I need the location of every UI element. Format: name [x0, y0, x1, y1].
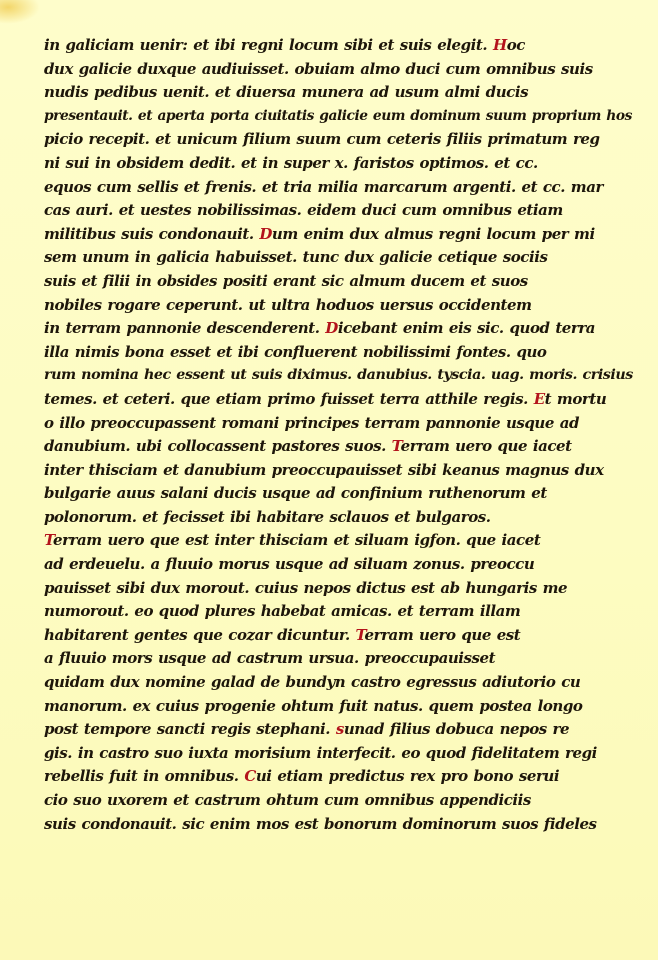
rubricated-initial: T	[355, 625, 365, 644]
line-text: ni sui in obsidem dedit. et in super x. faristos optimos. et cc.	[44, 153, 538, 172]
manuscript-line	[44, 294, 634, 318]
rubricated-initial: D	[325, 319, 338, 338]
line-text: danubium. ubi collocassent pastores suos.	[44, 437, 392, 456]
manuscript-line	[44, 624, 634, 648]
line-text: manorum. ex cuius progenie ohtum fuit natus. quem postea longo	[44, 696, 583, 715]
line-text: suis condonauit. sic enim mos est bonorum dominorum suos fideles	[44, 814, 597, 833]
line-text: erram uero que est inter thisciam et siluam igfon. que iacet	[53, 531, 541, 550]
manuscript-line	[44, 388, 634, 412]
manuscript-line	[44, 199, 634, 223]
manuscript-line	[44, 128, 634, 152]
parchment-stain	[0, 0, 40, 24]
line-text: erram uero que iacet	[400, 437, 572, 456]
line-text: oc	[506, 36, 525, 54]
manuscript-line	[44, 742, 634, 766]
manuscript-line	[44, 364, 634, 388]
manuscript-line	[44, 671, 634, 695]
manuscript-line	[44, 600, 634, 624]
line-text: in terram pannonie descenderent.	[44, 319, 326, 338]
manuscript-line	[44, 765, 634, 789]
line-text: equos cum sellis et frenis. et tria milia marcarum argenti. et cc. mar	[44, 177, 603, 196]
manuscript-line	[44, 553, 634, 577]
line-text: quidam dux nomine galad de bundyn castro egressus adiutorio cu	[44, 673, 581, 692]
line-text: post tempore sancti regis stephani.	[44, 720, 336, 739]
manuscript-line	[44, 223, 634, 247]
manuscript-line	[44, 529, 634, 553]
manuscript-line	[44, 152, 634, 176]
manuscript-line	[44, 317, 634, 341]
line-text: militibus suis condonauit.	[44, 224, 260, 243]
manuscript-line	[44, 718, 634, 742]
manuscript-line	[44, 176, 634, 200]
manuscript-line	[44, 81, 634, 105]
manuscript-text-block	[44, 34, 634, 836]
rubricated-initial: T	[44, 531, 53, 550]
line-text: cas auri. et uestes nobilissimas. eidem duci cum omnibus etiam	[44, 201, 563, 220]
manuscript-line	[44, 341, 634, 365]
line-text: in galiciam uenir: et ibi regni locum sibi et suis elegit.	[44, 36, 493, 54]
line-text: illa nimis bona esset et ibi confluerent nobilissimi fontes. quo	[44, 342, 547, 361]
manuscript-line	[44, 813, 634, 837]
line-text: cio suo uxorem et castrum ohtum cum omnibus appendiciis	[44, 791, 531, 809]
line-text: rum nomina hec essent ut suis diximus. danubius. tyscia. uag. moris. crisius	[44, 367, 633, 384]
manuscript-line	[44, 270, 634, 294]
line-text: erram uero que est	[364, 625, 521, 644]
line-text: unad filius dobuca nepos re	[343, 720, 570, 739]
line-text: nudis pedibus uenit. et diuersa munera ad usum almi ducis	[44, 83, 529, 102]
line-text: habitarent gentes que cozar dicuntur.	[44, 625, 356, 644]
manuscript-line	[44, 412, 634, 436]
rubricated-initial: E	[533, 389, 545, 408]
line-text: polonorum. et fecisset ibi habitare sclauos et bulgaros.	[44, 507, 491, 526]
manuscript-line	[44, 105, 634, 129]
line-text: rebellis fuit in omnibus.	[44, 767, 245, 786]
line-text: o illo preoccupassent romani principes terram pannonie usque ad	[44, 413, 580, 432]
line-text: t mortu	[544, 389, 607, 408]
manuscript-line	[44, 58, 634, 82]
line-text: ad erdeuelu. a fluuio morus usque ad siluam zonus. preoccu	[44, 555, 535, 574]
line-text: suis et filii in obsides positi erant sic almum ducem et suos	[44, 271, 528, 290]
manuscript-line	[44, 695, 634, 719]
manuscript-line	[44, 34, 634, 58]
rubricated-initial: D	[259, 224, 272, 243]
line-text: inter thisciam et danubium preoccupauisset sibi keanus magnus dux	[44, 460, 604, 479]
line-text: picio recepit. et unicum filium suum cum ceteris filiis primatum reg	[44, 130, 600, 149]
line-text: nobiles rogare ceperunt. ut ultra hoduos uersus occidentem	[44, 295, 532, 314]
rubricated-initial: s	[335, 720, 344, 739]
manuscript-line	[44, 506, 634, 530]
rubricated-initial: H	[492, 36, 507, 54]
manuscript-line	[44, 459, 634, 483]
rubricated-initial: C	[244, 767, 256, 786]
line-text: temes. et ceteri. que etiam primo fuisset terra atthile regis.	[44, 389, 534, 408]
line-text: presentauit. et aperta porta ciuitatis galicie eum dominum suum proprium hos	[44, 107, 632, 124]
line-text: numorout. eo quod plures habebat amicas. et terram illam	[44, 602, 521, 621]
manuscript-line	[44, 647, 634, 671]
line-text: gis. in castro suo iuxta morisium interfecit. eo quod fidelitatem regi	[44, 743, 597, 762]
manuscript-line	[44, 435, 634, 459]
manuscript-line	[44, 482, 634, 506]
line-text: bulgarie auus salani ducis usque ad confinium ruthenorum et	[44, 484, 547, 503]
manuscript-line	[44, 789, 634, 813]
line-text: icebant enim eis sic. quod terra	[337, 319, 596, 338]
line-text: ui etiam predictus rex pro bono serui	[255, 767, 560, 786]
line-text: sem unum in galicia habuisset. tunc dux galicie cetique sociis	[44, 248, 548, 267]
line-text: pauisset sibi dux morout. cuius nepos dictus est ab hungaris me	[44, 578, 568, 597]
line-text: dux galicie duxque audiuisset. obuiam almo duci cum omnibus suis	[44, 59, 593, 78]
line-text: um enim dux almus regni locum per mi	[271, 224, 595, 243]
manuscript-line	[44, 577, 634, 601]
rubricated-initial: T	[391, 437, 401, 456]
manuscript-line	[44, 246, 634, 270]
line-text: a fluuio mors usque ad castrum ursua. preoccupauisset	[44, 649, 496, 668]
